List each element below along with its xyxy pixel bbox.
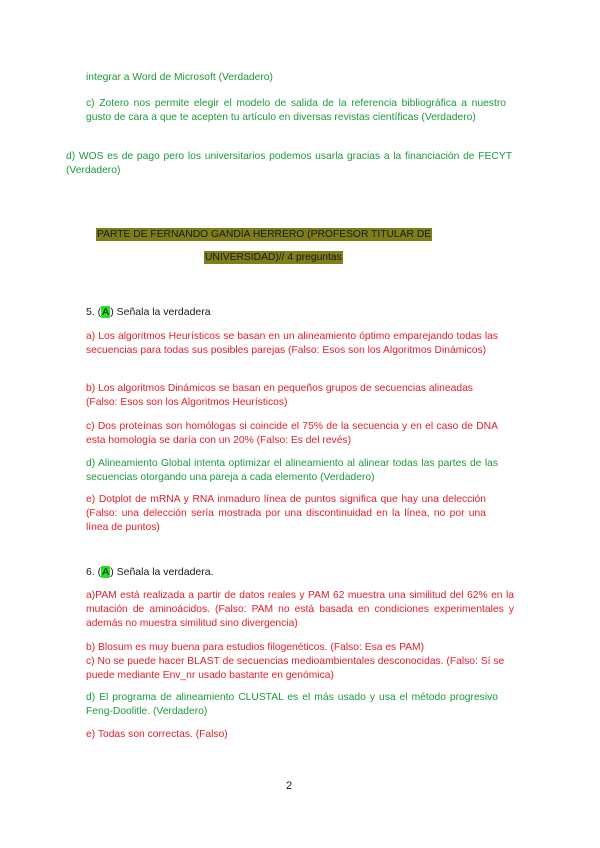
answer-highlight: A <box>102 306 110 318</box>
item-b-continuation: integrar a Word de Microsoft (Verdadero) <box>86 72 273 83</box>
q5-option-a: a) Los algoritmos Heurísticos se basan en un alineamiento óptimo emparejando todas las secuencias para todas sus posibles parejas (Falso: Esos son los Algoritmos Dinámicos) <box>86 331 498 356</box>
item-d-wos: d) WOS es de pago pero los universitarios podemos usarla gracias a la financiación de FECYT (Verdadero) <box>66 151 512 176</box>
question-title: Señala la verdadera <box>113 306 211 318</box>
q6-option-a: a)PAM está realizada a partir de datos reales y PAM 62 muestra una similitud del 62% en la mutación de aminoácidos. (Falso: PAM no está basada en condiciones experimentales y además no muestra similitud sino divergencia) <box>86 590 514 629</box>
question-number: 5. ( <box>86 306 102 318</box>
q5-option-d: d) Alineamiento Global intenta optimizar el alineamiento al alinear todas las partes de las secuencias otorgando una pareja a cada elemento (Verdadero) <box>86 458 498 483</box>
question-6-heading <box>86 565 214 579</box>
question-title: Señala la verdadera. <box>113 566 214 578</box>
q5-option-c: c) Dos proteínas son homólogas si coincide el 75% de la secuencia y en el caso de DNA esta homología se daría con un 20% (Falso: Es del revés) <box>86 421 498 446</box>
q6-option-d: d) El programa de alineamiento CLUSTAL es el más usado y usa el método progresivo Feng-Doolitle. (Verdadero) <box>86 692 498 717</box>
question-close: ) <box>110 306 114 318</box>
q6-option-c: c) No se puede hacer BLAST de secuencias medioambientales desconocidas. (Falso: Sí se puede mediante Env_nr usado bastante en genómica) <box>86 656 505 681</box>
page-number: 2 <box>286 780 293 792</box>
answer-highlight: A <box>102 566 110 578</box>
q6-option-b: b) Blosum es muy buena para estudios filogenéticos. (Falso: Esa es PAM) <box>86 642 425 653</box>
q6-option-e: e) Todas son correctas. (Falso) <box>86 729 228 740</box>
q5-option-e: e) Dotplot de mRNA y RNA inmaduro línea de puntos significa que hay una delección (Falso: una delección sería mostrada por una discontinuidad en la línea, no por una línea de puntos) <box>86 494 486 533</box>
section-title-line2: UNIVERSIDAD)// 4 preguntas <box>205 252 342 263</box>
section-title-line1: PARTE DE FERNANDO GANDÍA HERRERO (PROFESOR TITULAR DE <box>97 229 432 240</box>
item-c-zotero: c) Zotero nos permite elegir el modelo de salida de la referencia bibliográfica a nuestro gusto de cara a que te acepten tu artículo en diversas revistas científicas (Verdadero) <box>86 98 506 123</box>
question-5-heading <box>86 305 211 319</box>
q5-option-b: b) Los algoritmos Dinámicos se basan en pequeños grupos de secuencias alineadas (Falso: Esos son los Algoritmos Heurísticos) <box>86 383 473 408</box>
question-close: ) <box>110 566 114 578</box>
question-number: 6. ( <box>86 566 102 578</box>
